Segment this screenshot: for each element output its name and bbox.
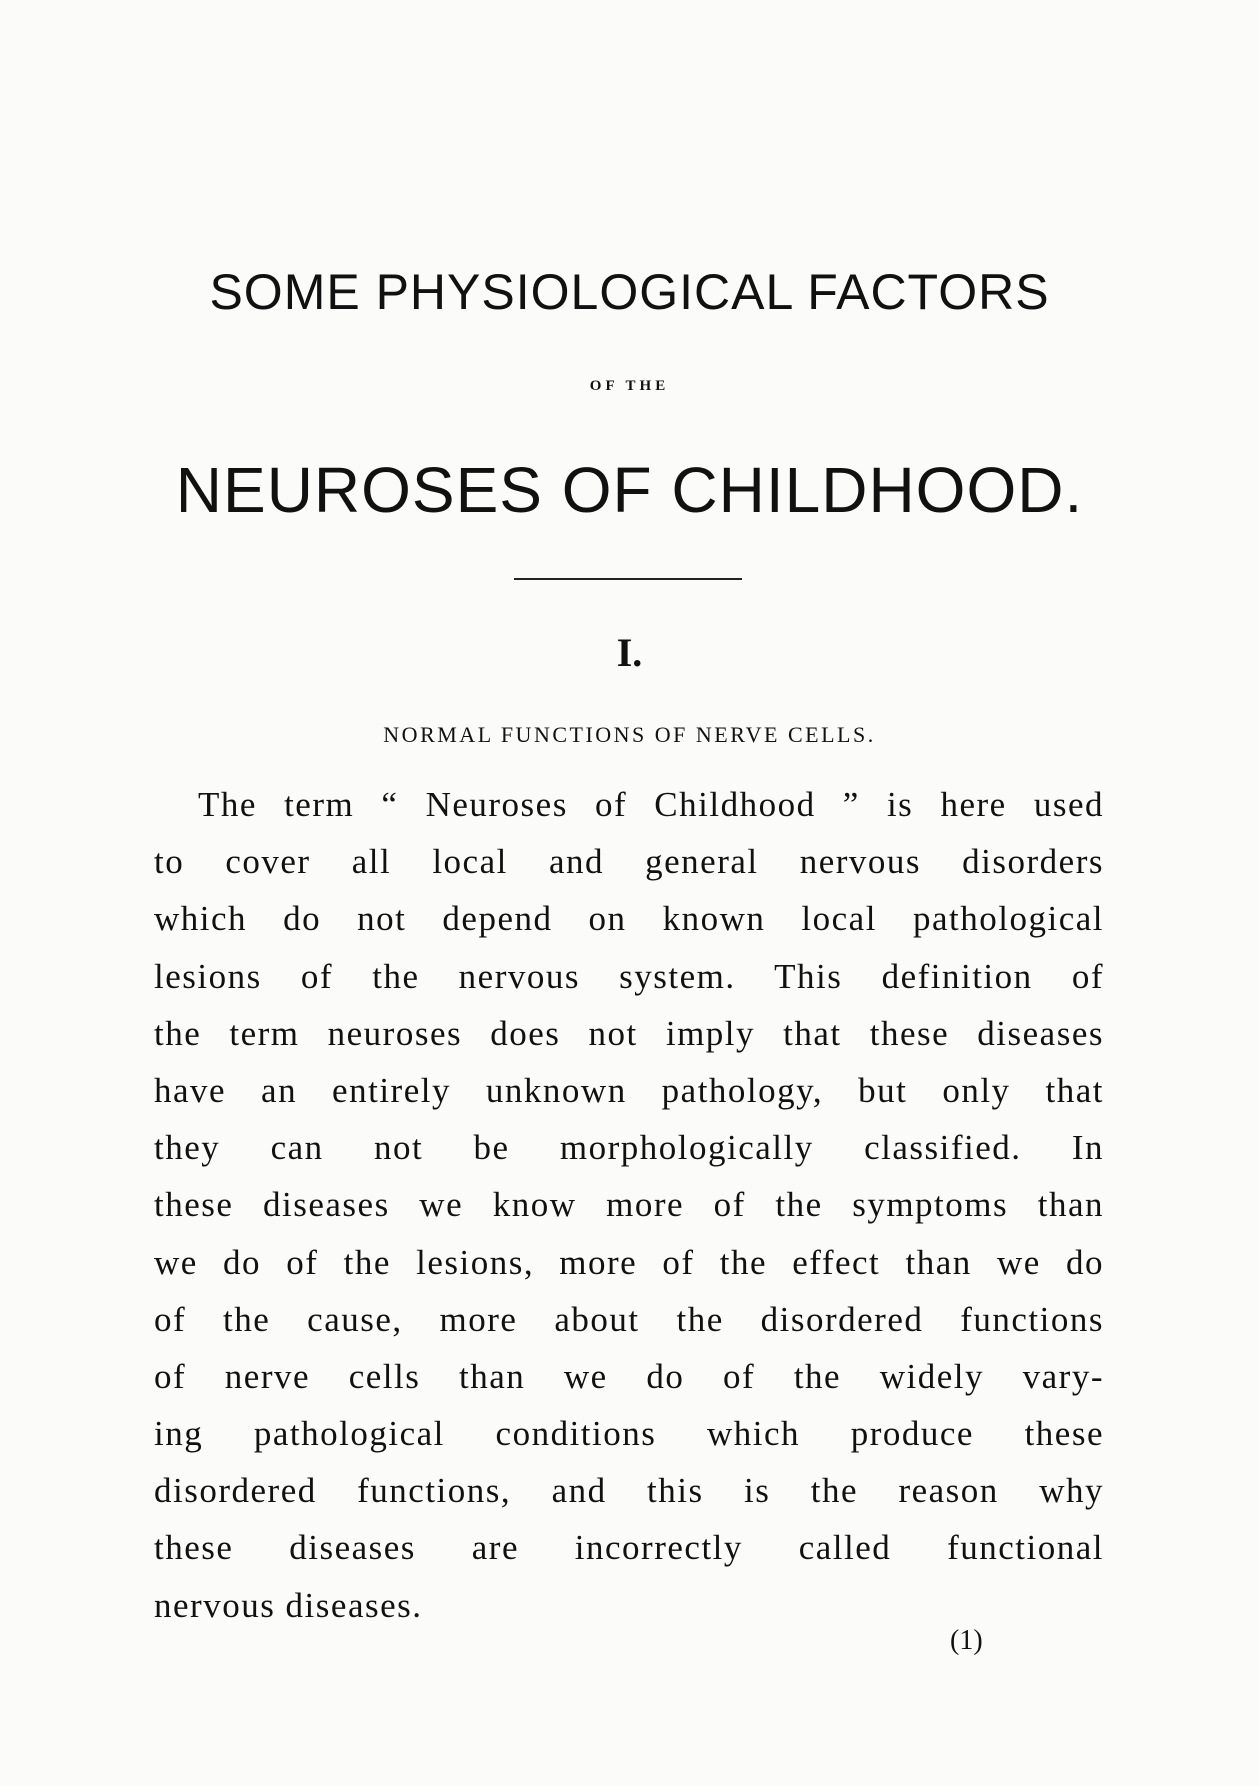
title-line-2: NEUROSES OF CHILDHOOD. [175, 454, 1084, 526]
title-divider [514, 578, 742, 580]
body-line: these diseases are incorrectly called functional [154, 1528, 1104, 1568]
title-line-1: SOME PHYSIOLOGICAL FACTORS [209, 264, 1050, 320]
section-number: I. [616, 630, 643, 675]
body-line: disordered functions, and this is the reason why [154, 1471, 1104, 1511]
body-line: have an entirely unknown pathology, but only that [154, 1070, 1104, 1110]
body-paragraph [154, 776, 1104, 1634]
body-line: The term “ Neuroses of Childhood ” is here used [198, 785, 1104, 824]
body-line: these diseases we know more of the symptoms than [154, 1185, 1104, 1225]
body-line: ing pathological conditions which produce these [154, 1414, 1104, 1454]
section-heading: NORMAL FUNCTIONS OF NERVE CELLS. [383, 722, 876, 747]
body-line: we do of the lesions, more of the effect than we do [154, 1242, 1104, 1282]
body-line: the term neuroses does not imply that these diseases [154, 1013, 1104, 1053]
body-line: they can not be morphologically classified. In [154, 1128, 1104, 1168]
body-line: which do not depend on known local pathological [154, 899, 1104, 939]
page-number: (1) [950, 1625, 983, 1656]
body-line: of the cause, more about the disordered functions [154, 1299, 1104, 1339]
body-line: of nerve cells than we do of the widely vary- [154, 1356, 1104, 1396]
body-line: lesions of the nervous system. This definition of [154, 956, 1104, 996]
title-connector: OF THE [589, 378, 670, 394]
body-line: nervous diseases. [154, 1585, 423, 1625]
body-line: to cover all local and general nervous disorders [154, 842, 1104, 882]
